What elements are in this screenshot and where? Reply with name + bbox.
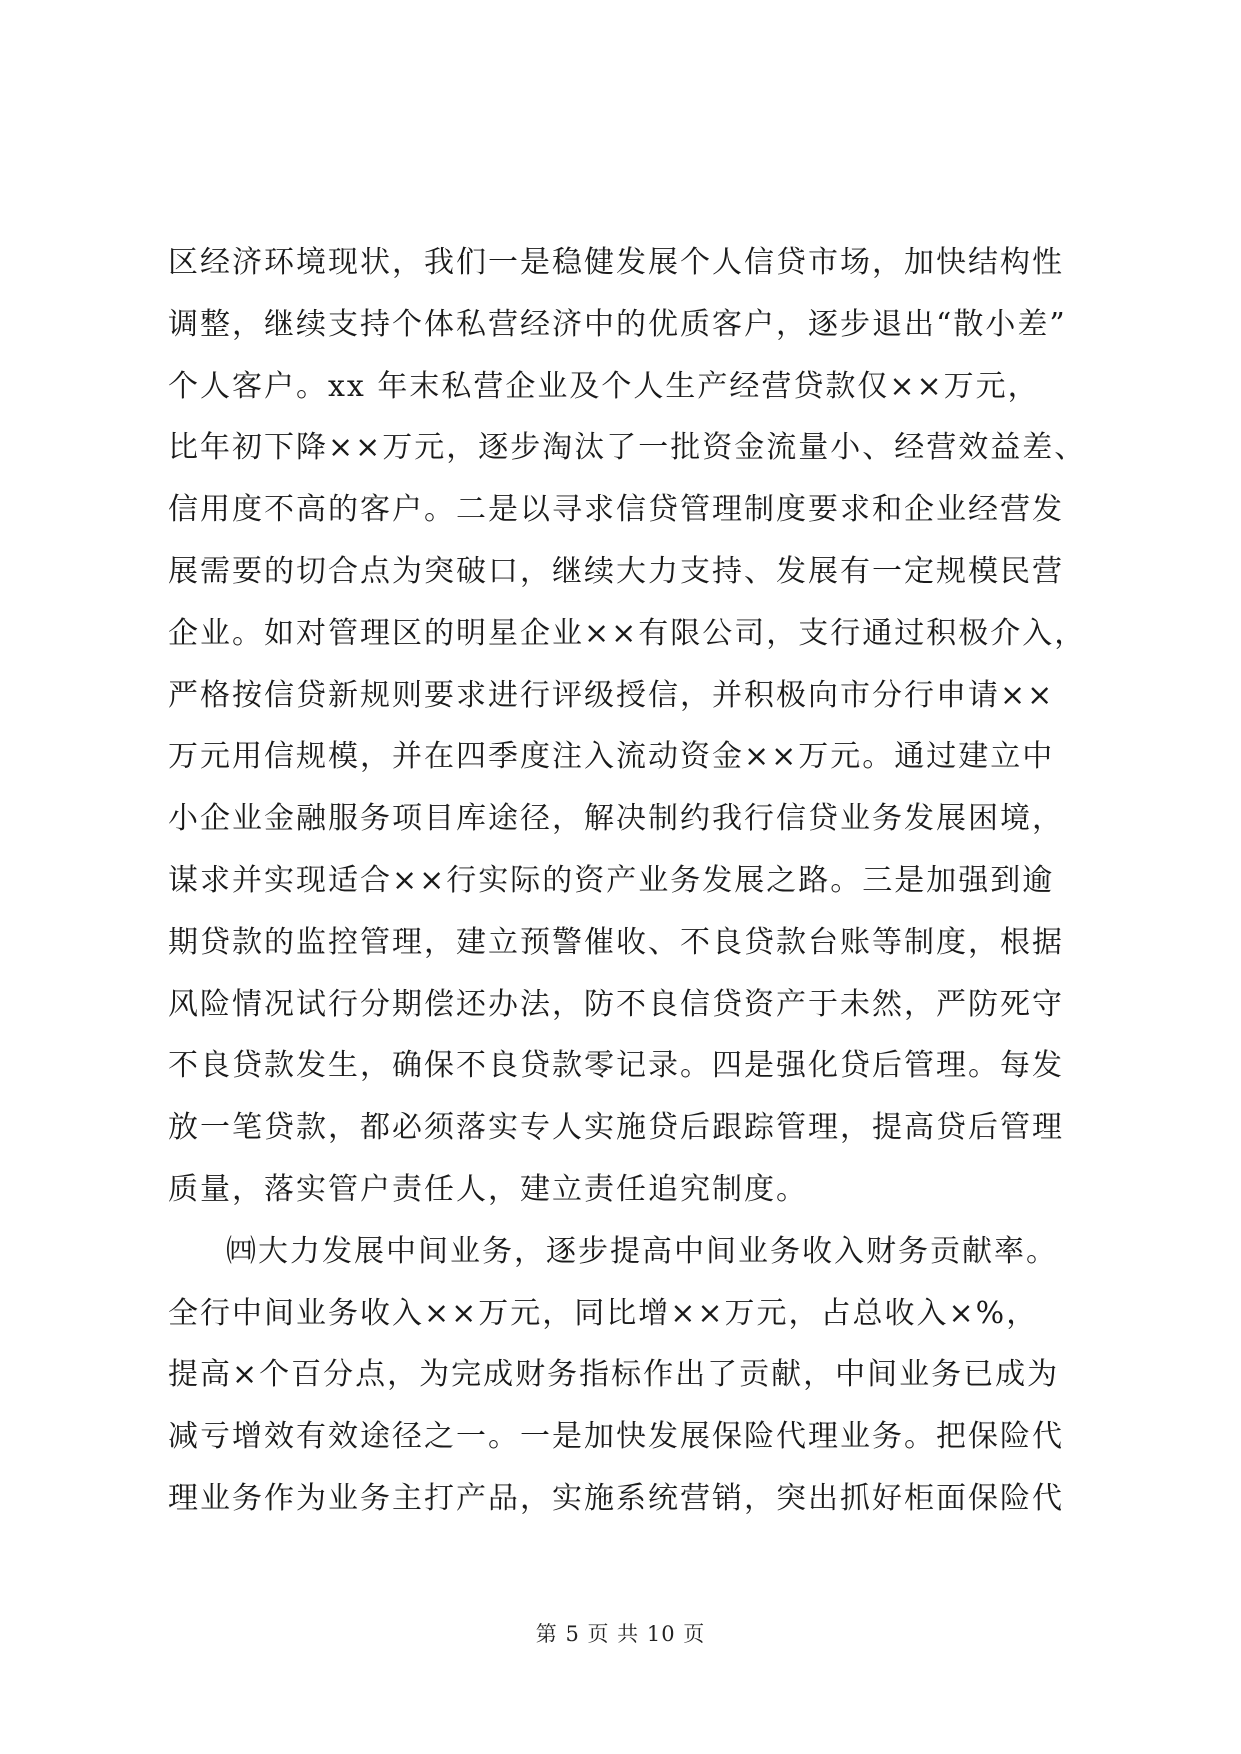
text-line: 企业。如对管理区的明星企业××有限公司，支行通过积极介入，	[168, 615, 1087, 651]
text-line: 期贷款的监控管理，建立预警催收、不良贷款台账等制度，根据	[168, 924, 1064, 960]
text-line: 谋求并实现适合××行实际的资产业务发展之路。三是加强到逾	[168, 862, 1055, 898]
text-line: 提高×个百分点，为完成财务指标作出了贡献，中间业务已成为	[168, 1357, 1060, 1393]
text-line: 万元用信规模，并在四季度注入流动资金××万元。通过建立中	[168, 739, 1055, 775]
page-number-footer: 第 5 页 共 10 页	[535, 1622, 706, 1646]
paragraph-2	[168, 1221, 1088, 1530]
text-line: 调整，继续支持个体私营经济中的优质客户，逐步退出“散小差”	[168, 306, 1067, 342]
text-line: 展需要的切合点为突破口，继续大力支持、发展有一定规模民营	[168, 553, 1064, 589]
text-line: 质量，落实管户责任人，建立责任追究制度。	[168, 1171, 808, 1207]
text-line: 放一笔贷款，都必须落实专人实施贷后跟踪管理，提高贷后管理	[168, 1110, 1064, 1146]
text-line: 小企业金融服务项目库途径，解决制约我行信贷业务发展困境，	[168, 801, 1064, 837]
text-line: 个人客户。xx 年末私营企业及个人生产经营贷款仅××万元，	[168, 368, 1040, 404]
text-line: 不良贷款发生，确保不良贷款零记录。四是强化贷后管理。每发	[168, 1048, 1064, 1084]
text-line: 严格按信贷新规则要求进行评级授信，并积极向市分行申请××	[168, 677, 1055, 713]
text-line: 风险情况试行分期偿还办法，防不良信贷资产于未然，严防死守	[168, 986, 1064, 1022]
paragraph-1	[168, 232, 1088, 1221]
body-text	[168, 232, 1088, 1530]
text-line: 信用度不高的客户。二是以寻求信贷管理制度要求和企业经营发	[168, 492, 1064, 528]
text-line: 全行中间业务收入××万元，同比增××万元，占总收入×%，	[168, 1295, 1039, 1331]
text-line: ㈣大力发展中间业务，逐步提高中间业务收入财务贡献率。	[226, 1233, 1058, 1269]
text-line: 理业务作为业务主打产品，实施系统营销，突出抓好柜面保险代	[168, 1480, 1064, 1516]
text-line: 区经济环境现状，我们一是稳健发展个人信贷市场，加快结构性	[168, 245, 1064, 280]
text-line: 减亏增效有效途径之一。一是加快发展保险代理业务。把保险代	[168, 1419, 1064, 1455]
text-line: 比年初下降××万元，逐步淘汰了一批资金流量小、经营效益差、	[168, 430, 1087, 466]
